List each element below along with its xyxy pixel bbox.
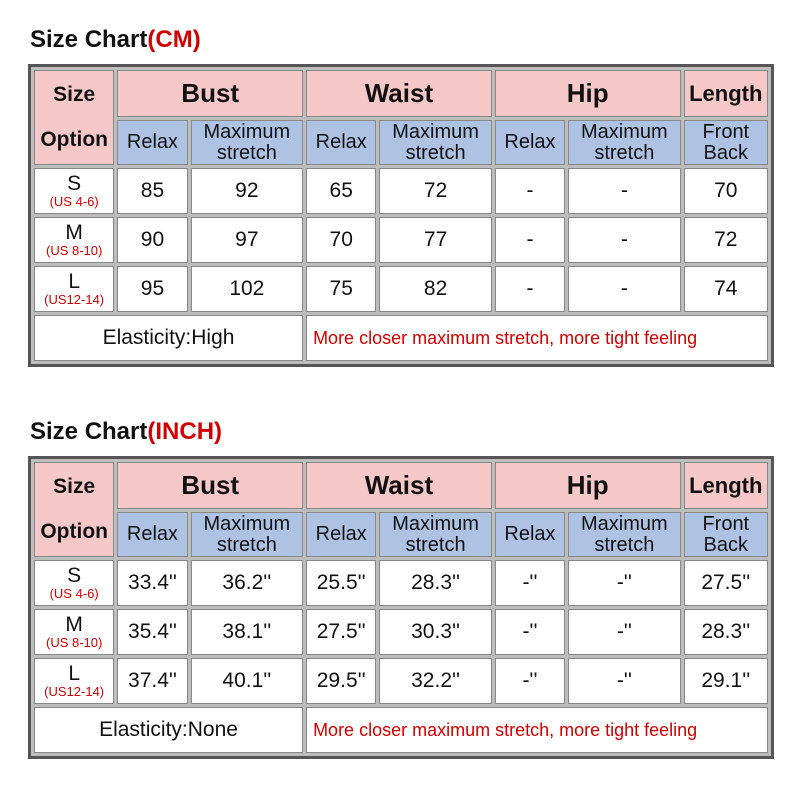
size-letter: M [65, 613, 83, 637]
length-header: Length [684, 462, 768, 509]
size-letter: S [67, 172, 82, 196]
chart-title-text: Size Chart [30, 26, 148, 53]
hip-max-header: Maximum stretch [568, 120, 680, 165]
option-label: Option [40, 519, 108, 543]
bust-max-header: Maximum stretch [191, 120, 303, 165]
bust-relax-cell: 35.4'' [117, 609, 187, 655]
size-cell [34, 609, 114, 655]
table-row [34, 609, 768, 655]
waist-relax-header: Relax [306, 120, 376, 165]
elasticity-label: Elasticity:High [34, 315, 303, 361]
size-cell [34, 217, 114, 263]
size-option-header [34, 462, 114, 557]
us-size: (US12-14) [44, 292, 105, 308]
bust-relax-header: Relax [117, 512, 187, 557]
bust-relax-cell: 95 [117, 266, 187, 312]
length-cell: 28.3'' [684, 609, 768, 655]
waist-max-cell: 82 [379, 266, 491, 312]
bust-max-header: Maximum stretch [191, 512, 303, 557]
waist-header: Waist [306, 70, 492, 117]
size-cell [34, 658, 114, 704]
bust-relax-header: Relax [117, 120, 187, 165]
waist-max-cell: 32.2'' [379, 658, 491, 704]
bust-max-cell: 38.1'' [191, 609, 303, 655]
chart-title-text: Size Chart [30, 418, 148, 445]
waist-relax-cell: 27.5'' [306, 609, 376, 655]
size-label: Size [53, 83, 96, 107]
bust-relax-cell: 37.4'' [117, 658, 187, 704]
front-back-header: Front Back [684, 120, 768, 165]
length-cell: 70 [684, 168, 768, 214]
waist-max-cell: 77 [379, 217, 491, 263]
footer-row [34, 315, 768, 361]
hip-relax-cell: - [495, 217, 565, 263]
hip-header: Hip [495, 462, 681, 509]
us-size: (US 8-10) [45, 243, 103, 259]
waist-max-cell: 30.3'' [379, 609, 491, 655]
hip-max-cell: - [568, 168, 680, 214]
bust-max-cell: 92 [191, 168, 303, 214]
waist-max-cell: 28.3'' [379, 560, 491, 606]
length-cell: 72 [684, 217, 768, 263]
waist-relax-cell: 25.5'' [306, 560, 376, 606]
bust-max-cell: 97 [191, 217, 303, 263]
us-size: (US 4-6) [49, 586, 99, 602]
size-cell [34, 266, 114, 312]
length-cell: 74 [684, 266, 768, 312]
size-letter: S [67, 564, 82, 588]
length-cell: 29.1'' [684, 658, 768, 704]
bust-header: Bust [117, 462, 303, 509]
us-size: (US 4-6) [49, 194, 99, 210]
length-header: Length [684, 70, 768, 117]
us-size: (US 8-10) [45, 635, 103, 651]
bust-relax-cell: 90 [117, 217, 187, 263]
size-cell [34, 168, 114, 214]
size-letter: L [68, 662, 80, 686]
waist-max-header: Maximum stretch [379, 512, 491, 557]
hip-max-cell: -'' [568, 609, 680, 655]
chart-title [30, 418, 222, 446]
stretch-note: More closer maximum stretch, more tight feeling [306, 315, 768, 361]
size-table [28, 64, 774, 367]
waist-max-cell: 72 [379, 168, 491, 214]
waist-relax-cell: 70 [306, 217, 376, 263]
chart-title [30, 26, 201, 54]
bust-max-cell: 102 [191, 266, 303, 312]
stretch-note: More closer maximum stretch, more tight feeling [306, 707, 768, 753]
waist-relax-cell: 29.5'' [306, 658, 376, 704]
chart-unit: (INCH) [147, 418, 223, 445]
elasticity-label: Elasticity:None [34, 707, 303, 753]
waist-max-header: Maximum stretch [379, 120, 491, 165]
hip-relax-cell: -'' [495, 658, 565, 704]
size-label: Size [53, 475, 96, 499]
hip-relax-header: Relax [495, 120, 565, 165]
size-table [28, 456, 774, 759]
size-cell [34, 560, 114, 606]
hip-max-cell: - [568, 217, 680, 263]
bust-max-cell: 36.2'' [191, 560, 303, 606]
table-row [34, 658, 768, 704]
option-label: Option [40, 127, 108, 151]
table-row [34, 217, 768, 263]
us-size: (US12-14) [44, 684, 105, 700]
waist-header: Waist [306, 462, 492, 509]
waist-relax-cell: 65 [306, 168, 376, 214]
hip-relax-cell: -'' [495, 609, 565, 655]
hip-relax-cell: - [495, 168, 565, 214]
hip-max-cell: -'' [568, 560, 680, 606]
waist-relax-cell: 75 [306, 266, 376, 312]
bust-header: Bust [117, 70, 303, 117]
table-row [34, 168, 768, 214]
hip-max-cell: - [568, 266, 680, 312]
size-letter: M [65, 221, 83, 245]
bust-max-cell: 40.1'' [191, 658, 303, 704]
bust-relax-cell: 85 [117, 168, 187, 214]
front-back-header: Front Back [684, 512, 768, 557]
hip-header: Hip [495, 70, 681, 117]
hip-relax-header: Relax [495, 512, 565, 557]
hip-relax-cell: -'' [495, 560, 565, 606]
hip-max-cell: -'' [568, 658, 680, 704]
hip-relax-cell: - [495, 266, 565, 312]
footer-row [34, 707, 768, 753]
table-row [34, 560, 768, 606]
chart-unit: (CM) [147, 26, 201, 53]
waist-relax-header: Relax [306, 512, 376, 557]
size-letter: L [68, 270, 80, 294]
hip-max-header: Maximum stretch [568, 512, 680, 557]
table-row [34, 266, 768, 312]
bust-relax-cell: 33.4'' [117, 560, 187, 606]
length-cell: 27.5'' [684, 560, 768, 606]
size-option-header [34, 70, 114, 165]
